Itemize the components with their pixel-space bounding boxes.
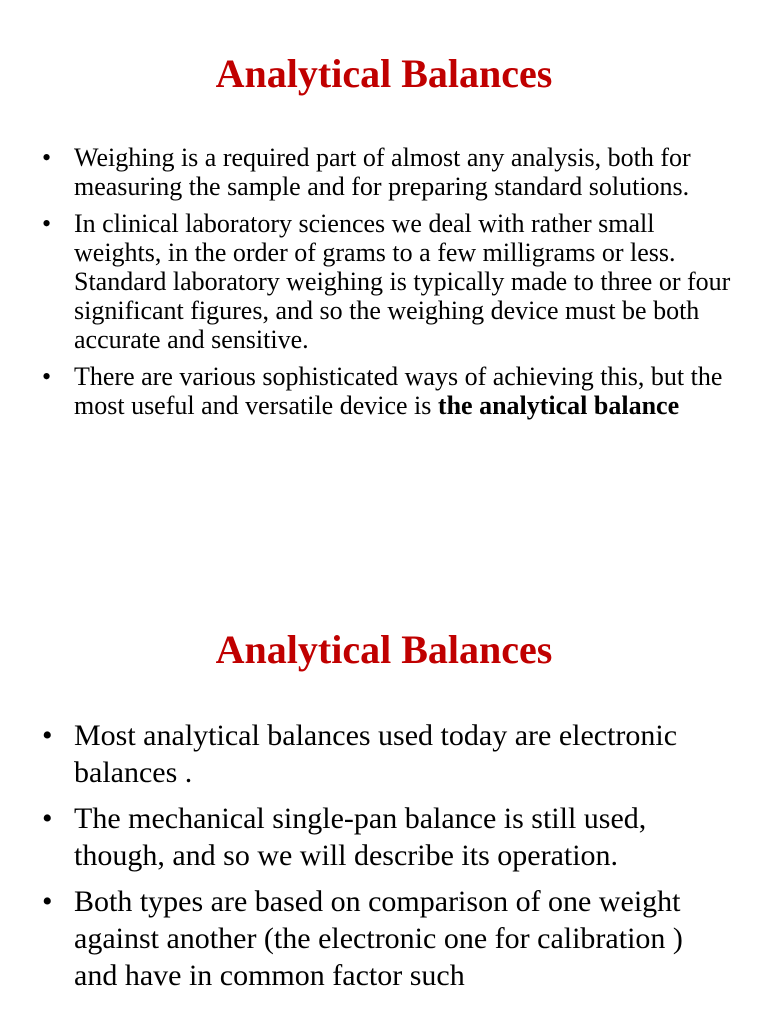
bullet-item [42, 209, 732, 354]
bullet-text: Most analytical balances used today are electronic balances . [74, 719, 678, 789]
bullet-text: The mechanical single-pan balance is still used, though, and so we will describe its operation. [74, 802, 647, 872]
bullet-dot-icon: • [42, 143, 52, 172]
bullet-dot-icon: • [42, 802, 53, 835]
bullet-text: Weighing is a required part of almost any analysis, both for measuring the sample and for preparing standard solutions. [74, 143, 691, 201]
bullet-text: In clinical laboratory sciences we deal with rather small weights, in the order of grams to a few milligrams or less. Standard laboratory weighing is typically made to three or four significant figures, and so the weighing device must be both accurate and sensitive. [74, 209, 731, 354]
bullet-dot-icon: • [42, 719, 53, 752]
bullet-item [42, 883, 732, 994]
bullet-list [42, 143, 732, 428]
bullet-item [42, 800, 732, 874]
bullet-text: Both types are based on comparison of one weight against another (the electronic one for calibration ) and have in common factor such [74, 885, 683, 992]
bullet-item [42, 362, 732, 420]
bullet-item [42, 717, 732, 791]
slide-title: Analytical Balances [215, 627, 553, 672]
bullet-text: There are various sophisticated ways of achieving this, but the most useful and versatile device is [74, 362, 723, 420]
bullet-bold-text: the analytical balance [437, 391, 680, 420]
slide-title: Analytical Balances [215, 51, 553, 96]
bullet-dot-icon: • [42, 362, 52, 391]
bullet-item [42, 143, 732, 201]
bullet-dot-icon: • [42, 209, 52, 238]
bullet-list [42, 717, 732, 1003]
bullet-dot-icon: • [42, 885, 53, 918]
slide-2 [0, 560, 768, 1024]
